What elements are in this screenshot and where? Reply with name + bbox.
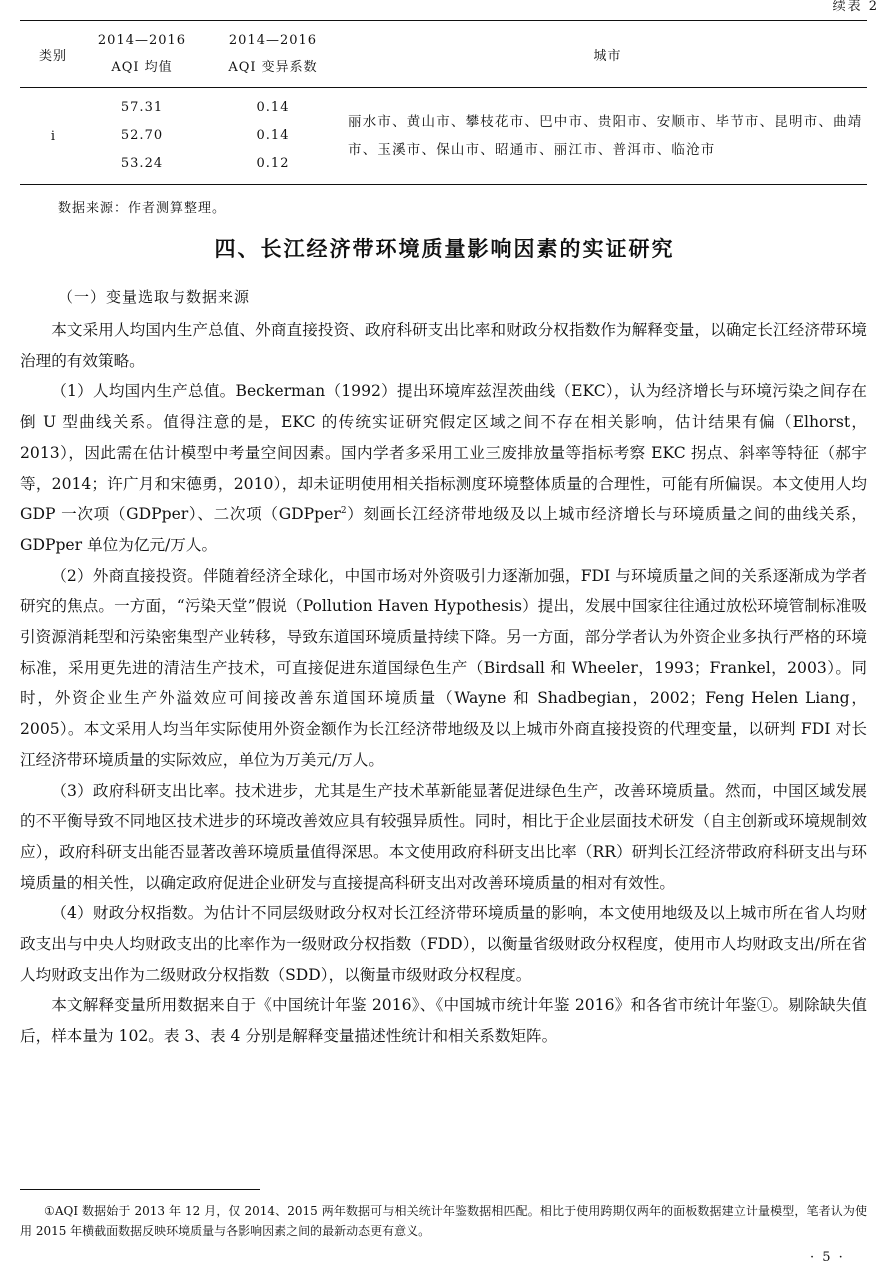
table-source-note: 数据来源：作者测算整理。 [58, 201, 227, 216]
header-aqi-mean-label: AQI 均值 [111, 60, 173, 75]
footnote-divider [20, 1189, 260, 1190]
subsection-title: （一）变量选取与数据来源 [58, 288, 251, 306]
header-category: 类别 [20, 21, 86, 88]
header-aqi-mean [86, 21, 198, 88]
aqi-mean-value: 57.31 [120, 100, 164, 115]
page-number: · 5 · [810, 1250, 845, 1265]
paragraph-intro: 本文采用人均国内生产总值、外商直接投资、政府科研支出比率和财政分权指数作为解释变量，以确定长江经济带环境治理的有效策略。 [20, 321, 867, 370]
superscript-2: 2 [340, 506, 347, 517]
paragraph-gdp [20, 376, 867, 560]
aqi-cv-value: 0.14 [256, 100, 290, 115]
section-title: 四、长江经济带环境质量影响因素的实证研究 [214, 237, 675, 261]
aqi-cv-value: 0.14 [256, 128, 290, 143]
header-aqi-cv-years: 2014—2016 [228, 33, 318, 48]
aqi-mean-value: 52.70 [120, 128, 164, 143]
paragraph-fdi: （2）外商直接投资。伴随着经济全球化，中国市场对外资吸引力逐渐加强，FDI 与环境质量之间的关系逐渐成为学者研究的焦点。一方面，“污染天堂”假说（Pollution Haven Hypothesis）提出，发展中国家往往通过放松环境管制标准吸引资源消耗型和污染密集型产业转移，导致东道国环境质量持续下降。另一方面，部分学者认为外资企业多执行严格的环境标准，采用更先进的清洁生产技术，可直接促进东道国绿色生产（Birdsall 和 Wheeler，1993；Frankel，2003）。同时，外资企业生产外溢效应可间接改善东道国环境质量（Wayne 和 Shadbegian，2002；Feng Helen Liang，2005）。本文采用人均当年实际使用外资金额作为长江经济带地级及以上城市外商直接投资的代理变量，以研判 FDI 对长江经济带环境质量的实际效应，单位为万美元/万人。 [20, 566, 867, 769]
aqi-cv-value: 0.12 [256, 156, 290, 171]
footnote: ①AQI 数据始于 2013 年 12 月，仅 2014、2015 两年数据可与相关统计年鉴数据相匹配。相比于使用跨期仅两年的面板数据建立计量模型，笔者认为使用 2015 年横截面数据反映环境质量与各影响因素之间的最新动态更有意义。 [20, 1204, 867, 1238]
paragraph-fiscal: （4）财政分权指数。为估计不同层级财政分权对长江经济带环境质量的影响，本文使用地级及以上城市所在省人均财政支出与中央人均财政支出的比率作为一级财政分权指数（FDD），以衡量省级财政分权程度，使用市人均财政支出/所在省人均财政支出作为二级财政分权指数（SDD），以衡量市级财政分权程度。 [20, 904, 867, 984]
header-aqi-cv [198, 21, 348, 88]
body-text [20, 315, 867, 1052]
header-aqi-mean-years: 2014—2016 [97, 33, 187, 48]
paragraph-data-source-tail: 。剔除缺失值后，样本量为 102。表 3、表 4 分别是解释变量描述性统计和相关系数矩阵。 [20, 996, 867, 1046]
footnote-marker: ① [756, 996, 773, 1015]
aqi-mean-value: 53.24 [120, 156, 164, 171]
header-aqi-cv-label: AQI 变异系数 [228, 60, 318, 75]
aqi-city-table [20, 20, 867, 185]
row-category: i [20, 88, 86, 185]
paragraph-data-source [20, 990, 867, 1051]
table-continuation-label: 续表 2 [832, 0, 879, 14]
table-row [20, 88, 867, 185]
paragraph-data-source-text: 本文解释变量所用数据来自于《中国统计年鉴 2016》、《中国城市统计年鉴 2016》和各省市统计年鉴 [51, 996, 757, 1015]
paragraph-gdp-tail: ）刻画长江经济带地级及以上城市经济增长与环境质量之间的曲线关系，GDPper 单位为亿元/万人。 [20, 505, 867, 554]
paragraph-gdp-text: （1）人均国内生产总值。Beckerman（1992）提出环境库兹涅茨曲线（EKC），认为经济增长与环境污染之间存在倒 U 型曲线关系。值得注意的是，EKC 的传统实证研究假定区域之间不存在相关影响，估计结果有偏（Elhorst，2013），因此需在估计模型中考量空间因素。国内学者多采用工业三废排放量等指标考察 EKC 拐点、斜率等特征（郝宇等，2014；许广月和宋德勇，2010），却未证明使用相关指标测度环境整体质量的合理性，可能有所偏误。本文使用人均 GDP 一次项（GDPper）、二次项（GDPper [20, 382, 867, 524]
header-cities: 城市 [348, 21, 867, 88]
row-aqi-cvs [198, 88, 348, 185]
table-header-row [20, 21, 867, 88]
row-aqi-means [86, 88, 198, 185]
row-cities: 丽水市、黄山市、攀枝花市、巴中市、贵阳市、安顺市、毕节市、昆明市、曲靖市、玉溪市、保山市、昭通市、丽江市、普洱市、临沧市 [348, 88, 867, 185]
paragraph-research: （3）政府科研支出比率。技术进步，尤其是生产技术革新能显著促进绿色生产，改善环境质量。然而，中国区域发展的不平衡导致不同地区技术进步的环境改善效应具有较强异质性。同时，相比于企业层面技术研发（自主创新或环境规制效应），政府科研支出能否显著改善环境质量值得深思。本文使用政府科研支出比率（RR）研判长江经济带政府科研支出与环境质量的相关性，以确定政府促进企业研发与直接提高科研支出对改善环境质量的相对有效性。 [20, 781, 867, 892]
